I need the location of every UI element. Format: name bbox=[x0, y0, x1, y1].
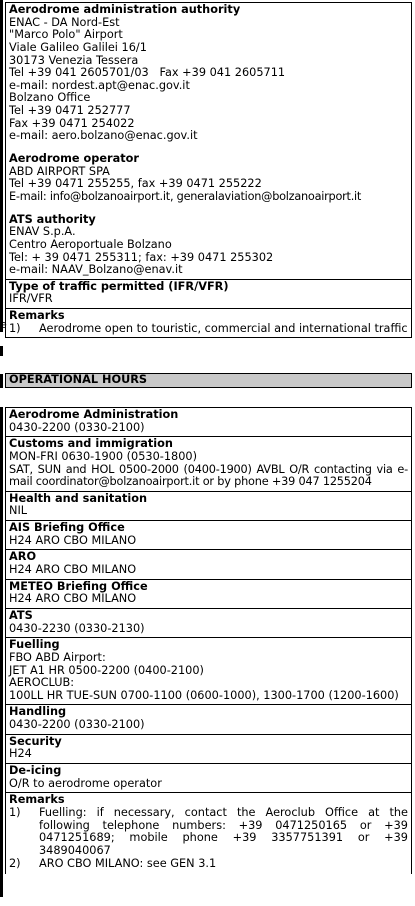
ats-line: ENAV S.p.A. bbox=[9, 225, 76, 239]
remarks-heading: Remarks bbox=[9, 793, 65, 807]
row-value: JET A1 HR 0500-2200 (0400-2100) bbox=[9, 663, 204, 677]
row-heading: METEO Briefing Office bbox=[9, 579, 148, 593]
row-value: 0430-2200 (0330-2100) bbox=[9, 420, 145, 434]
margin-bar bbox=[0, 0, 3, 332]
remark-item bbox=[9, 807, 408, 858]
row-value: MON-FRI 0630-1900 (0530-1800) bbox=[9, 449, 197, 463]
remark-text: Aerodrome open to touristic, commercial and international traffic bbox=[39, 321, 408, 335]
margin-letter: e bbox=[0, 318, 7, 331]
row-value: FBO ABD Airport: bbox=[9, 650, 106, 664]
row-heading: ATS bbox=[9, 608, 33, 622]
address-line: 30173 Venezia Tessera bbox=[9, 53, 139, 67]
admin-authority-section bbox=[6, 3, 411, 280]
remark-number: 2) bbox=[9, 856, 21, 870]
ats-row bbox=[6, 609, 411, 638]
phone-line: Tel +39 041 2605701/03 Fax +39 041 2605711 bbox=[9, 66, 286, 80]
traffic-value: IFR/VFR bbox=[9, 292, 53, 306]
ats-line: e-mail: NAAV_Bolzano@enav.it bbox=[9, 263, 183, 277]
row-value: H24 ARO CBO MILANO bbox=[9, 533, 137, 547]
address-line: Viale Galileo Galilei 16/1 bbox=[9, 40, 147, 54]
section-title: OPERATIONAL HOURS bbox=[5, 373, 412, 388]
remark-number: 1) bbox=[9, 805, 21, 819]
row-value: O/R to aerodrome operator bbox=[9, 776, 162, 790]
aerodrome-info-table bbox=[5, 3, 412, 338]
row-value: H24 ARO CBO MILANO bbox=[9, 563, 137, 577]
row-heading: Health and sanitation bbox=[9, 491, 148, 505]
row-value: NIL bbox=[9, 504, 28, 518]
email-line: e-mail: nordest.apt@enac.gov.it bbox=[9, 78, 190, 92]
remark-number: 1) bbox=[9, 321, 21, 335]
row-heading: Aerodrome Administration bbox=[9, 408, 179, 421]
remark-item bbox=[9, 858, 408, 871]
customs-row bbox=[6, 437, 411, 492]
row-heading: Fuelling bbox=[9, 638, 60, 652]
fax-line: Fax +39 0471 254022 bbox=[9, 116, 135, 130]
margin-bar bbox=[0, 407, 3, 897]
row-value: H24 bbox=[9, 747, 32, 761]
row-value: 0430-2230 (0330-2130) bbox=[9, 621, 145, 635]
remarks-heading: Remarks bbox=[9, 309, 65, 323]
ais-row bbox=[6, 521, 411, 550]
phone-line: Tel +39 0471 252777 bbox=[9, 104, 131, 118]
margin-bar bbox=[0, 374, 3, 388]
email-line: e-mail: aero.bolzano@enac.gov.it bbox=[9, 129, 198, 143]
operator-line: E-mail: info@bolzanoairport.it, generalaviation@bolzanoairport.it bbox=[9, 189, 362, 203]
row-value: SAT, SUN and HOL 0500-2000 (0400-1900) AVBL O/R contacting via e-mail coordinator@bolzanoairport.it or by phone +39 047 1255204 bbox=[9, 462, 408, 489]
operational-hours-table bbox=[5, 407, 412, 874]
fuelling-row bbox=[6, 638, 411, 705]
health-row bbox=[6, 492, 411, 521]
traffic-heading: Type of traffic permitted (IFR/VFR) bbox=[9, 279, 229, 293]
operator-line: ABD AIRPORT SPA bbox=[9, 164, 110, 178]
traffic-section bbox=[6, 280, 411, 309]
row-heading: Handling bbox=[9, 705, 67, 719]
row-heading: De-icing bbox=[9, 764, 62, 778]
office-line: Bolzano Office bbox=[9, 91, 91, 105]
operator-heading: Aerodrome operator bbox=[9, 152, 139, 166]
aro-row bbox=[6, 550, 411, 579]
meteo-row bbox=[6, 580, 411, 609]
remark-text: Fuelling: if necessary, contact the Aeroclub Office at the following telephone numbers: +39 0471250165 or +39 0471251689; mobile phone +39 3357751391 or +39 3489040067 bbox=[39, 805, 408, 857]
ats-authority-heading: ATS authority bbox=[9, 212, 96, 226]
ats-line: Tel: + 39 0471 255311; fax: +39 0471 255302 bbox=[9, 250, 274, 264]
row-value: 0430-2200 (0330-2100) bbox=[9, 718, 145, 732]
row-heading: AIS Briefing Office bbox=[9, 521, 125, 535]
remark-text: ARO CBO MILANO: see GEN 3.1 bbox=[39, 856, 217, 870]
margin-bar bbox=[0, 346, 3, 356]
remark-item bbox=[9, 323, 408, 336]
row-value: H24 ARO CBO MILANO bbox=[9, 592, 137, 606]
remarks-section bbox=[6, 309, 411, 337]
address-line: ENAC - DA Nord-Est bbox=[9, 15, 120, 29]
security-row bbox=[6, 735, 411, 764]
row-heading: Customs and immigration bbox=[9, 437, 173, 451]
deicing-row bbox=[6, 764, 411, 793]
row-heading: Security bbox=[9, 734, 62, 748]
hours-remarks-row bbox=[6, 793, 411, 874]
row-value: 100LL HR TUE-SUN 0700-1100 (0600-1000), 1300-1700 (1200-1600) bbox=[9, 688, 399, 702]
row-heading: ARO bbox=[9, 550, 37, 564]
address-line: "Marco Polo" Airport bbox=[9, 28, 123, 42]
operator-line: Tel +39 0471 255255, fax +39 0471 255222 bbox=[9, 177, 262, 191]
ats-line: Centro Aeroportuale Bolzano bbox=[9, 237, 172, 251]
handling-row bbox=[6, 705, 411, 734]
admin-hours-row bbox=[6, 408, 411, 437]
admin-authority-heading: Aerodrome administration authority bbox=[9, 3, 241, 16]
row-value: AEROCLUB: bbox=[9, 676, 75, 690]
